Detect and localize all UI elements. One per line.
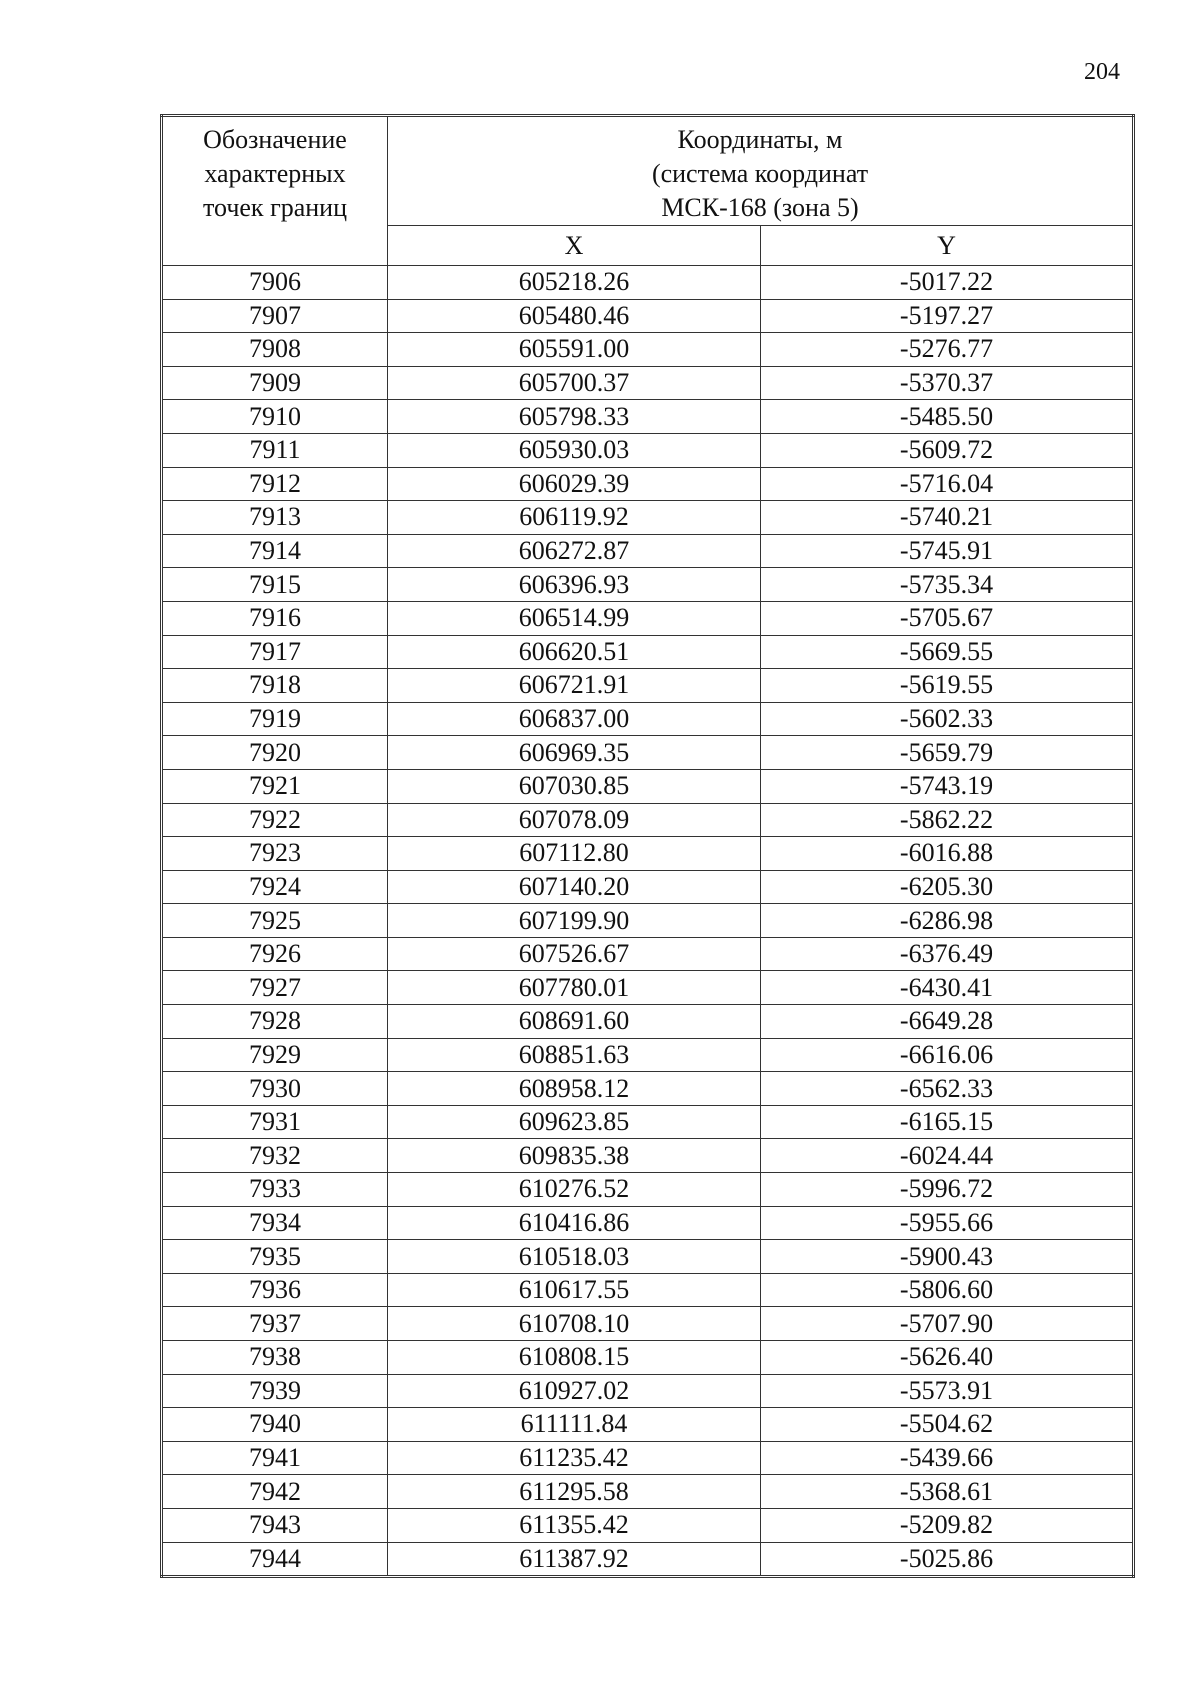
x-coordinate-cell: 608851.63 <box>388 1038 761 1072</box>
point-cell: 7919 <box>162 702 388 736</box>
coordinates-header-line: Координаты, м <box>677 125 843 154</box>
x-coordinate-cell: 606029.39 <box>388 467 761 501</box>
y-coordinate-cell: -5485.50 <box>761 400 1134 434</box>
y-coordinate-cell: -5197.27 <box>761 299 1134 333</box>
x-coordinate-cell: 605218.26 <box>388 266 761 300</box>
point-cell: 7938 <box>162 1341 388 1375</box>
table-row <box>162 803 1134 837</box>
table-row <box>162 299 1134 333</box>
x-coordinate-cell: 607526.67 <box>388 937 761 971</box>
table-row <box>162 433 1134 467</box>
x-coordinate-cell: 609623.85 <box>388 1105 761 1139</box>
x-coordinate-cell: 606969.35 <box>388 736 761 770</box>
point-cell: 7926 <box>162 937 388 971</box>
y-coordinate-cell: -5862.22 <box>761 803 1134 837</box>
y-coordinate-cell: -5209.82 <box>761 1508 1134 1542</box>
point-cell: 7929 <box>162 1038 388 1072</box>
table-row <box>162 266 1134 300</box>
table-row <box>162 1105 1134 1139</box>
y-coordinate-cell: -6165.15 <box>761 1105 1134 1139</box>
y-coordinate-cell: -5740.21 <box>761 501 1134 535</box>
point-cell: 7932 <box>162 1139 388 1173</box>
y-coordinate-cell: -6616.06 <box>761 1038 1134 1072</box>
coordinates-table <box>160 114 1135 1578</box>
y-coordinate-cell: -5735.34 <box>761 568 1134 602</box>
x-coordinate-cell: 611355.42 <box>388 1508 761 1542</box>
table-row <box>162 534 1134 568</box>
y-coordinate-cell: -6430.41 <box>761 971 1134 1005</box>
point-cell: 7943 <box>162 1508 388 1542</box>
point-cell: 7936 <box>162 1273 388 1307</box>
table-row <box>162 1441 1134 1475</box>
coordinates-header-line: (система координат <box>651 159 869 188</box>
point-cell: 7908 <box>162 333 388 367</box>
table-row <box>162 1273 1134 1307</box>
point-cell: 7918 <box>162 669 388 703</box>
x-coordinate-cell: 606272.87 <box>388 534 761 568</box>
x-coordinate-cell: 605798.33 <box>388 400 761 434</box>
y-coordinate-cell: -6649.28 <box>761 1005 1134 1039</box>
y-coordinate-cell: -5716.04 <box>761 467 1134 501</box>
y-coordinate-cell: -5602.33 <box>761 702 1134 736</box>
y-coordinate-cell: -5626.40 <box>761 1341 1134 1375</box>
y-coordinate-cell: -5743.19 <box>761 769 1134 803</box>
table-row <box>162 501 1134 535</box>
y-coordinate-cell: -5370.37 <box>761 366 1134 400</box>
table-header <box>162 116 1134 266</box>
y-coordinate-cell: -5955.66 <box>761 1206 1134 1240</box>
x-coordinate-cell: 605591.00 <box>388 333 761 367</box>
x-coordinate-cell: 606837.00 <box>388 702 761 736</box>
table-body <box>162 266 1134 1577</box>
point-cell: 7940 <box>162 1408 388 1442</box>
table-row <box>162 1206 1134 1240</box>
x-coordinate-cell: 610276.52 <box>388 1173 761 1207</box>
point-cell: 7935 <box>162 1240 388 1274</box>
point-cell: 7925 <box>162 904 388 938</box>
table-row <box>162 1005 1134 1039</box>
coordinates-header-line: МСК-168 (зона 5) <box>661 193 859 222</box>
y-coordinate-cell: -5900.43 <box>761 1240 1134 1274</box>
x-coordinate-cell: 607780.01 <box>388 971 761 1005</box>
x-coordinate-cell: 606119.92 <box>388 501 761 535</box>
point-designation-header-line: точек границ <box>202 193 348 222</box>
x-coordinate-cell: 607078.09 <box>388 803 761 837</box>
y-coordinate-cell: -6286.98 <box>761 904 1134 938</box>
x-coordinate-cell: 606514.99 <box>388 601 761 635</box>
table-row <box>162 870 1134 904</box>
x-coordinate-cell: 605480.46 <box>388 299 761 333</box>
x-coordinate-cell: 610617.55 <box>388 1273 761 1307</box>
y-coordinate-cell: -5025.86 <box>761 1542 1134 1577</box>
table-row <box>162 333 1134 367</box>
x-coordinate-cell: 611111.84 <box>388 1408 761 1442</box>
point-cell: 7906 <box>162 266 388 300</box>
point-cell: 7928 <box>162 1005 388 1039</box>
y-coordinate-cell: -6024.44 <box>761 1139 1134 1173</box>
table-row <box>162 1072 1134 1106</box>
point-cell: 7916 <box>162 601 388 635</box>
y-coordinate-cell: -6016.88 <box>761 837 1134 871</box>
point-cell: 7913 <box>162 501 388 535</box>
point-cell: 7907 <box>162 299 388 333</box>
x-coordinate-cell: 605930.03 <box>388 433 761 467</box>
x-coordinate-cell: 610416.86 <box>388 1206 761 1240</box>
y-coordinate-cell: -5996.72 <box>761 1173 1134 1207</box>
table-row <box>162 971 1134 1005</box>
y-coordinate-cell: -5368.61 <box>761 1475 1134 1509</box>
point-cell: 7910 <box>162 400 388 434</box>
point-cell: 7915 <box>162 568 388 602</box>
table-row <box>162 635 1134 669</box>
y-coordinate-cell: -5619.55 <box>761 669 1134 703</box>
page-number: 204 <box>1084 59 1120 85</box>
point-cell: 7931 <box>162 1105 388 1139</box>
y-coordinate-cell: -5439.66 <box>761 1441 1134 1475</box>
point-cell: 7939 <box>162 1374 388 1408</box>
y-coordinate-cell: -6376.49 <box>761 937 1134 971</box>
point-cell: 7920 <box>162 736 388 770</box>
point-cell: 7930 <box>162 1072 388 1106</box>
x-column-header: X <box>388 226 761 266</box>
y-coordinate-cell: -5806.60 <box>761 1273 1134 1307</box>
point-cell: 7911 <box>162 433 388 467</box>
y-coordinate-cell: -5573.91 <box>761 1374 1134 1408</box>
y-coordinate-cell: -5669.55 <box>761 635 1134 669</box>
table-row <box>162 400 1134 434</box>
x-coordinate-cell: 607140.20 <box>388 870 761 904</box>
y-column-header: Y <box>761 226 1134 266</box>
y-coordinate-cell: -5705.67 <box>761 601 1134 635</box>
x-coordinate-cell: 610518.03 <box>388 1240 761 1274</box>
y-coordinate-cell: -5504.62 <box>761 1408 1134 1442</box>
table-row <box>162 467 1134 501</box>
x-coordinate-cell: 611295.58 <box>388 1475 761 1509</box>
table-row <box>162 937 1134 971</box>
coordinates-header <box>388 116 1134 226</box>
table-row <box>162 1173 1134 1207</box>
table-row <box>162 1139 1134 1173</box>
table-row <box>162 601 1134 635</box>
table-row <box>162 1240 1134 1274</box>
table-row <box>162 1374 1134 1408</box>
table-row <box>162 769 1134 803</box>
point-cell: 7914 <box>162 534 388 568</box>
y-coordinate-cell: -6205.30 <box>761 870 1134 904</box>
point-cell: 7942 <box>162 1475 388 1509</box>
table-row <box>162 1038 1134 1072</box>
y-coordinate-cell: -5276.77 <box>761 333 1134 367</box>
point-cell: 7941 <box>162 1441 388 1475</box>
x-coordinate-cell: 606620.51 <box>388 635 761 669</box>
table-row <box>162 1508 1134 1542</box>
x-coordinate-cell: 607030.85 <box>388 769 761 803</box>
x-coordinate-cell: 605700.37 <box>388 366 761 400</box>
point-designation-header <box>162 116 388 266</box>
table-row <box>162 702 1134 736</box>
point-cell: 7927 <box>162 971 388 1005</box>
y-coordinate-cell: -5609.72 <box>761 433 1134 467</box>
table-row <box>162 904 1134 938</box>
y-coordinate-cell: -5017.22 <box>761 266 1134 300</box>
point-cell: 7912 <box>162 467 388 501</box>
point-cell: 7922 <box>162 803 388 837</box>
point-cell: 7934 <box>162 1206 388 1240</box>
table-row <box>162 669 1134 703</box>
x-coordinate-cell: 611235.42 <box>388 1441 761 1475</box>
table-row <box>162 1408 1134 1442</box>
point-cell: 7933 <box>162 1173 388 1207</box>
table-row <box>162 568 1134 602</box>
x-coordinate-cell: 611387.92 <box>388 1542 761 1577</box>
x-coordinate-cell: 610808.15 <box>388 1341 761 1375</box>
point-designation-header-line: Обозначение <box>203 125 347 154</box>
x-coordinate-cell: 609835.38 <box>388 1139 761 1173</box>
table-row <box>162 1307 1134 1341</box>
point-cell: 7909 <box>162 366 388 400</box>
table-row <box>162 366 1134 400</box>
x-coordinate-cell: 606721.91 <box>388 669 761 703</box>
point-cell: 7923 <box>162 837 388 871</box>
x-coordinate-cell: 606396.93 <box>388 568 761 602</box>
y-coordinate-cell: -6562.33 <box>761 1072 1134 1106</box>
table-row <box>162 1341 1134 1375</box>
y-coordinate-cell: -5707.90 <box>761 1307 1134 1341</box>
x-coordinate-cell: 608958.12 <box>388 1072 761 1106</box>
y-coordinate-cell: -5659.79 <box>761 736 1134 770</box>
table-row <box>162 837 1134 871</box>
point-cell: 7944 <box>162 1542 388 1577</box>
point-cell: 7937 <box>162 1307 388 1341</box>
point-cell: 7921 <box>162 769 388 803</box>
table-row <box>162 736 1134 770</box>
x-coordinate-cell: 607199.90 <box>388 904 761 938</box>
x-coordinate-cell: 610927.02 <box>388 1374 761 1408</box>
point-cell: 7917 <box>162 635 388 669</box>
x-coordinate-cell: 607112.80 <box>388 837 761 871</box>
point-cell: 7924 <box>162 870 388 904</box>
x-coordinate-cell: 610708.10 <box>388 1307 761 1341</box>
x-coordinate-cell: 608691.60 <box>388 1005 761 1039</box>
point-designation-header-line: характерных <box>204 159 346 188</box>
table-row <box>162 1542 1134 1577</box>
y-coordinate-cell: -5745.91 <box>761 534 1134 568</box>
table-row <box>162 1475 1134 1509</box>
